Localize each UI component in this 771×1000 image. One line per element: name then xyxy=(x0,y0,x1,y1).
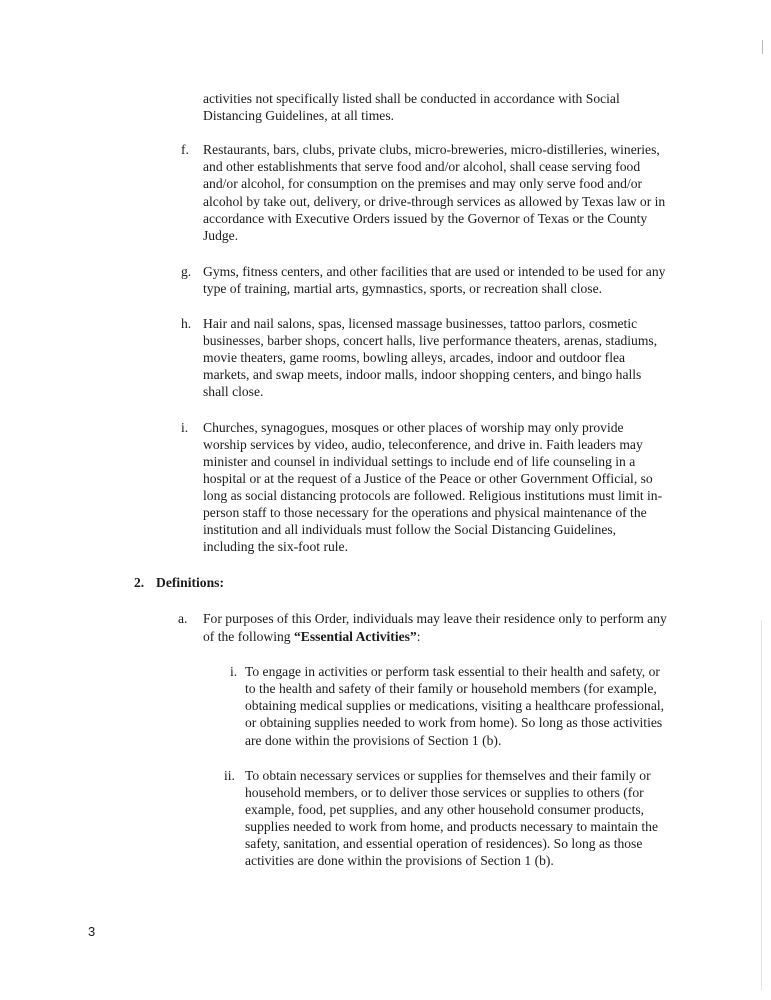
text-line: including the six-foot rule. xyxy=(203,539,348,554)
text-line: Gyms, fitness centers, and other facilities that are used or intended to be used for any xyxy=(203,264,666,279)
text-line: markets, and swap meets, indoor malls, indoor shopping centers, and bingo halls xyxy=(203,367,642,382)
text-run: of the following xyxy=(203,629,294,644)
page-number: 3 xyxy=(88,924,96,939)
text-line: For purposes of this Order, individuals may leave their residence only to perform any xyxy=(203,611,667,626)
scan-artifact xyxy=(762,40,763,54)
text-line: obtaining medical supplies or medications, visiting a healthcare professional, xyxy=(245,698,665,713)
text-line: Judge. xyxy=(203,228,239,243)
text-line: type of training, martial arts, gymnastics, sports, or recreation shall close. xyxy=(203,281,603,296)
text-line: person staff to those necessary for the operations and physical maintenance of the xyxy=(203,505,647,520)
item-marker: a. xyxy=(178,611,188,626)
text-line: minister and counsel in individual settings to include end of life counseling in a xyxy=(203,454,636,469)
text-line: businesses, barber shops, concert halls, live performance theaters, arenas, stadiums, xyxy=(203,333,658,348)
text-line: to the health and safety of their family or household members (for example, xyxy=(245,681,657,696)
text-line: shall close. xyxy=(203,384,264,399)
item-marker: g. xyxy=(181,264,192,279)
text-line: supplies needed to work from home, and products necessary to maintain the xyxy=(245,819,658,834)
text-line: Distancing Guidelines, at all times. xyxy=(203,108,395,123)
defined-term: “Essential Activities” xyxy=(294,629,417,644)
item-marker: f. xyxy=(181,142,189,157)
section-title: Definitions: xyxy=(156,575,224,590)
text-line xyxy=(203,628,421,645)
text-line: alcohol by take out, delivery, or drive-through services as allowed by Texas law or in xyxy=(203,194,666,209)
text-line: To engage in activities or perform task essential to their health and safety, or xyxy=(245,664,660,679)
text-line: are done within the provisions of Section 1 (b). xyxy=(245,733,502,748)
text-line: Restaurants, bars, clubs, private clubs, micro-breweries, micro-distilleries, wineries, xyxy=(203,142,660,157)
text-line: To obtain necessary services or supplies for themselves and their family or xyxy=(245,768,651,783)
text-line: worship services by video, audio, teleconference, and drive in. Faith leaders may xyxy=(203,437,643,452)
item-marker: i. xyxy=(230,664,238,679)
text-line: household members, or to deliver those services or supplies to others (for xyxy=(245,785,644,800)
item-marker: ii. xyxy=(224,768,235,783)
text-line: Churches, synagogues, mosques or other places of worship may only provide xyxy=(203,420,624,435)
item-marker: h. xyxy=(181,316,192,331)
text-run: : xyxy=(416,629,421,644)
text-line: or obtaining supplies needed to work from home). So long as those activities xyxy=(245,715,663,730)
text-line: safety, sanitation, and essential operation of residences). So long as those xyxy=(245,836,643,851)
text-line: and other establishments that serve food and/or alcohol, shall cease serving food xyxy=(203,159,641,174)
text-line: activities are done within the provisions of Section 1 (b). xyxy=(245,853,554,868)
scan-artifact xyxy=(761,620,762,990)
section-number: 2. xyxy=(134,575,145,590)
item-marker: i. xyxy=(181,420,189,435)
text-line: movie theaters, game rooms, bowling alleys, arcades, indoor and outdoor flea xyxy=(203,350,626,365)
text-line: and/or alcohol, for consumption on the premises and may only serve food and/or xyxy=(203,176,643,191)
text-line: institution and all individuals must follow the Social Distancing Guidelines, xyxy=(203,522,617,537)
text-line: activities not specifically listed shall be conducted in accordance with Social xyxy=(203,91,620,106)
text-line: hospital or at the request of a Justice of the Peace or other Government Official, so xyxy=(203,471,653,486)
text-line: long as social distancing protocols are followed. Religious institutions must limit in- xyxy=(203,488,663,503)
text-line: example, food, pet supplies, and any other household consumer products, xyxy=(245,802,645,817)
text-line: Hair and nail salons, spas, licensed massage businesses, tattoo parlors, cosmetic xyxy=(203,316,638,331)
text-line: accordance with Executive Orders issued by the Governor of Texas or the County xyxy=(203,211,648,226)
